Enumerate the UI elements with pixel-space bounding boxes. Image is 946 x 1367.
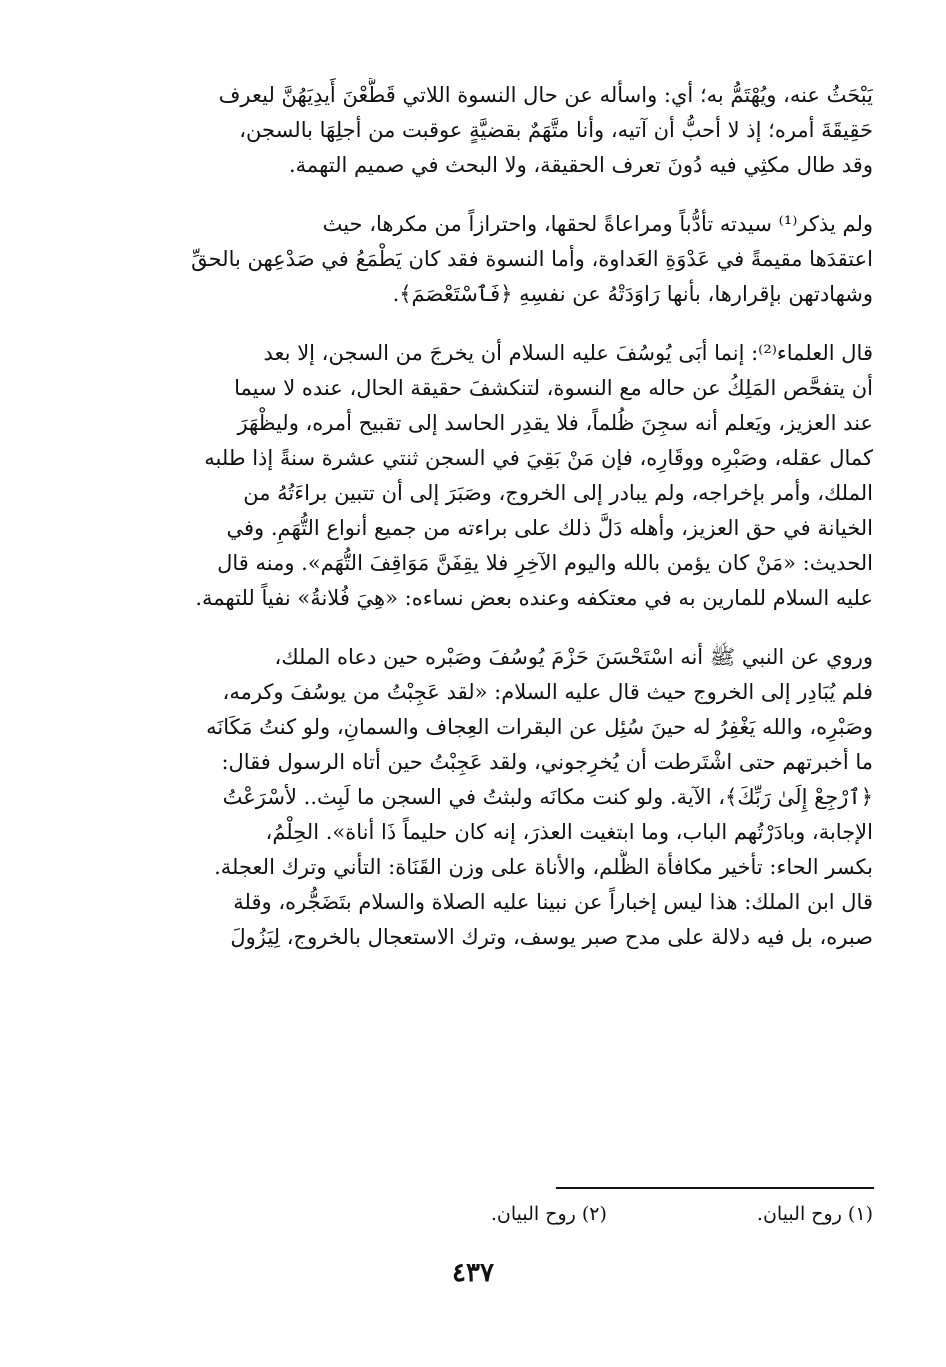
page-number: ٤٣٧ [452, 1258, 494, 1288]
footnotes [313, 1203, 873, 1225]
paragraph-2 [103, 207, 873, 312]
text-line: الملك، وأمر بإخراجه، ولم يبادر إلى الخروج، وصَبَرَ إلى أن تتبين براءَتُهُ من [243, 481, 873, 505]
text-line: قال العلماء⁽²⁾: إنما أبَى يُوسُفَ عليه السلام أن يخرجَ من السجن، إلا بعد [263, 341, 873, 365]
footnote-1: (١) روح البيان. [756, 1203, 873, 1225]
text-line: يَبْحَثُ عنه، ويُهْتَمُّ به؛ أي: واسأله عن حال النسوة اللاتي قَطَّعْنَ أَيدِيَهُنَّ ليعرف [218, 83, 873, 107]
text-line: وقد طال مكثِي فيه دُونَ تعرف الحقيقة، ولا البحث في صميم التهمة. [289, 153, 873, 177]
text-line: ما أخبرتهم حتى اشْتَرطت أن يُخرِجوني، ولقد عَجِبْتُ حين أتاه الرسول فقال: [221, 750, 873, 774]
text-line: وروي عن النبي ﷺ أنه اسْتَحْسَنَ حَزْمَ يُوسُفَ وصَبْره حين دعاه الملك، [274, 645, 873, 669]
text-line: وصَبْرِه، والله يَغْفِرُ له حينَ سُئِل عن البقرات العِجاف والسمانِ، ولو كنتُ مَكَانَه [206, 715, 873, 739]
text-line: حَقِيقَةَ أمره؛ إذ لا أحبُّ أن آتيه، وأنا متَّهَمٌ بقضيَّةٍ عوقبت من أجلِهَا بالسجن، [239, 118, 873, 142]
text-line: أن يتفحَّص المَلِكُ عن حاله مع النسوة، لتنكشفَ حقيقة الحال، عنده لا سيما [234, 376, 873, 400]
text-line: صبره، بل فيه دلالة على مدح صبر يوسف، وترك الاستعجال بالخروج، لِيَزُولَ [230, 925, 873, 949]
footnote-divider [556, 1187, 874, 1189]
text-line: قال ابن الملك: هذا ليس إخباراً عن نبينا عليه الصلاة والسلام بتَضَجُّره، وقلة [233, 890, 873, 914]
text-line: اعتقدَها مقيمةً في عَدْوَةِ العَداوة، وأما النسوة فقد كان يَطْمَعُ في صَدْعِهن بالحقِّ [191, 247, 873, 271]
text-line: عليه السلام للمارين به في معتكفه وعنده بعض نساءه: «هِيَ فُلانةُ» نفياً للتهمة. [195, 586, 873, 610]
main-text [103, 78, 873, 955]
footnote-2: (٢) روح البيان. [490, 1203, 607, 1225]
text-line: الإجابة، وبادَرْتُهم الباب، وما ابتغيت العذرَ، إنه كان حليماً ذَا أناة». الحِلْمُ، [265, 820, 873, 844]
text-line: ﴿ٱرْجِعْ إِلَىٰ رَبِّكَ﴾، الآية. ولو كنت مكانَه ولبثتُ في السجن ما لَبِث.. لأسْرَعْتُ [222, 785, 873, 809]
text-line: فلم يُبَادِر إلى الخروج حيث قال عليه السلام: «لقد عَجِبْتُ من يوسُفَ وكرمه، [222, 680, 873, 704]
text-line: كمال عقله، وصَبْرِه ووقَارِه، فإن مَنْ بَقِيَ في السجن ثنتي عشرة سنةً إذا طلبه [204, 446, 873, 470]
text-line: بكسر الحاء: تأخير مكافأة الظُّلم، والأناة على وزن القَنَاة: التأني وترك العجلة. [214, 855, 873, 879]
text-line: الحديث: «مَنْ كان يؤمن بالله واليوم الآخِرِ فلا يقِفَنَّ مَوَاقِفَ التُّهَم». ومنه قال [217, 551, 873, 575]
text-line: وشهادتهن بإقرارها، بأنها رَاوَدَتْهُ عن نفسِهِ ﴿فَٱسْتَعْصَمَ﴾. [392, 282, 873, 306]
paragraph-3 [103, 336, 873, 616]
paragraph-1 [103, 78, 873, 183]
text-line: ولم يذكر⁽¹⁾ سيدته تأدُّباً ومراعاةً لحقها، واحترازاً من مكرها، حيث [322, 212, 873, 236]
text-line: الخيانة في حق العزيز، وأهله دَلَّ ذلك على براءته من جميع أنواع التُّهَمِ. وفي [226, 516, 873, 540]
text-line: عند العزيز، ويَعلم أنه سجِنَ ظُلماً، فلا يقدِر الحاسد إلى تقبيح أمره، وليظْهَرَ [237, 411, 873, 435]
paragraph-4 [103, 640, 873, 955]
